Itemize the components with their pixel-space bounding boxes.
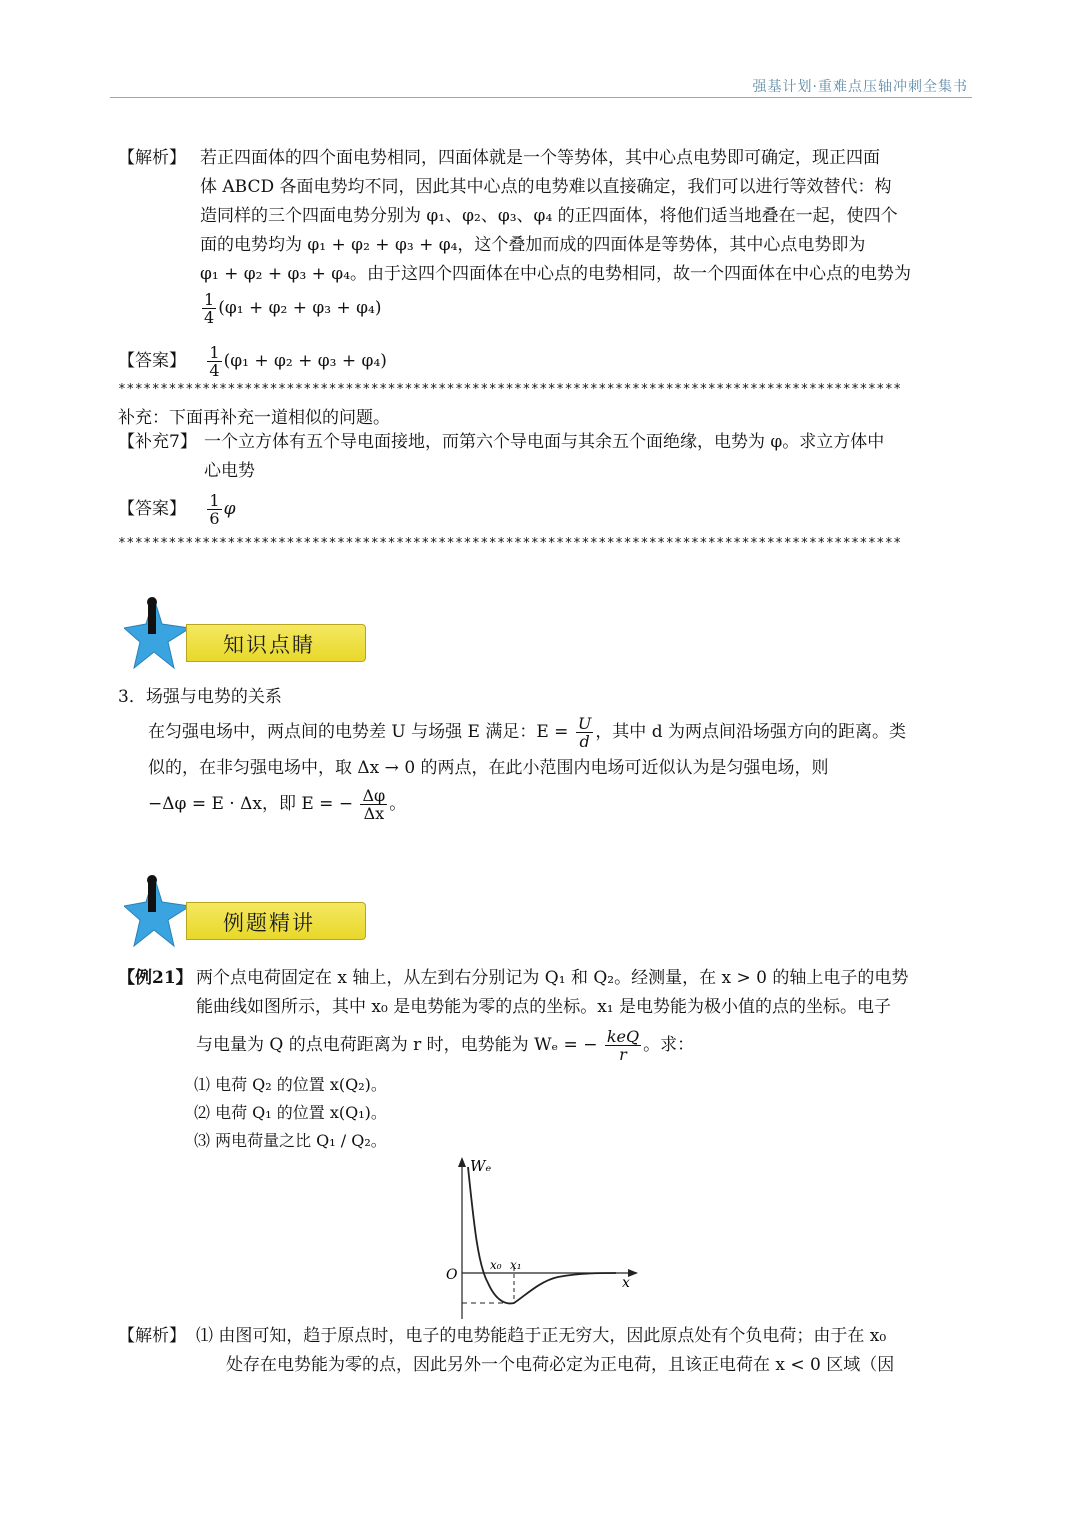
analysis-1-line: 面的电势均为 φ₁ + φ₂ + φ₃ + φ₄，这个叠加而成的四面体是等势体，其中心点电势即为 bbox=[200, 235, 866, 255]
supplement-body bbox=[204, 428, 966, 486]
question-3: ⑶ 两电荷量之比 Q₁ / Q₂。 bbox=[194, 1131, 387, 1150]
header-rule bbox=[110, 97, 972, 98]
answer-2-tag: 【答案】 bbox=[118, 499, 186, 519]
y-axis-arrow bbox=[458, 1157, 466, 1167]
star-divider: ********************************************************************************************* bbox=[118, 382, 902, 397]
example-body: 两个点电荷固定在 x 轴上，从左到右分别记为 Q₁ 和 Q₂。经测量，在 x > 0 的轴上电子的电势 能曲线如图所示，其中 x₀ 是电势能为零的点的坐标。x₁ 是电势能为极小值的点的坐标。电子 与电量为 Q 的点电荷距离为 r 时，电势能为 Wₑ = − $\frac{\text{keQ}}{r}$ 。求： bbox=[196, 968, 909, 1064]
potential-energy-graph bbox=[440, 1155, 640, 1323]
fraction: $\frac{\text{keQ}}{r}$ bbox=[606, 1027, 640, 1064]
analysis-2-tag: 【解析】 bbox=[118, 1326, 186, 1346]
analysis-2-body: ⑴ 由图可知，趋于原点时，电子的电势能趋于正无穷大，因此原点处有个负电荷；由于在 x₀ 处存在电势能为零的点，因此另外一个电荷必定为正电荷，且该正电荷在 x < 0 区域（因 bbox=[196, 1326, 895, 1375]
analysis-1-body bbox=[200, 144, 962, 326]
analysis-1-line: φ₁ + φ₂ + φ₃ + φ₄。由于这四个四面体在中心点的电势相同，故一个四面体在中心点的电势为 bbox=[200, 264, 912, 284]
origin-label: O bbox=[446, 1267, 458, 1283]
analysis-1-line: 体 ABCD 各面电势均不同，因此其中心点的电势难以直接确定，我们可以进行等效替代：构 bbox=[200, 177, 892, 197]
analysis-1-result: $\frac{1}{4}$ (φ₁ + φ₂ + φ₃ + φ₄) bbox=[204, 290, 382, 327]
question-1: ⑴ 电荷 Q₂ 的位置 x(Q₂)。 bbox=[194, 1075, 387, 1094]
supplement-line: 心电势 bbox=[204, 461, 255, 481]
section-title: 3．场强与电势的关系 bbox=[118, 687, 282, 707]
analysis-1-line: 造同样的三个四面电势分别为 φ₁、φ₂、φ₃、φ₄ 的正四面体，将他们适当地叠在一起，使四个 bbox=[200, 206, 898, 226]
fraction: $\frac{U}{d}$ bbox=[577, 714, 592, 751]
y-axis-label: Wₑ bbox=[470, 1157, 492, 1175]
energy-curve bbox=[468, 1167, 616, 1303]
header-title: 强基计划·重难点压轴冲刺全集书 bbox=[752, 79, 968, 95]
section-paragraph: 在匀强电场中，两点间的电势差 U 与场强 E 满足：E = $\frac{U}{d}$ ，其中 d 为两点间沿场强方向的距离。类 似的，在非匀强电场中，取 Δx → 0 的两点，在此小范围内电场可近似认为是匀强电场，则 −Δφ = E · Δx，即 E = − $\frac{\Delta\varphi}{\Delta x}$ 。 bbox=[148, 714, 907, 823]
answer-1 bbox=[118, 344, 387, 379]
fraction: $\frac{1}{4}$ bbox=[204, 290, 215, 327]
section-banner bbox=[124, 594, 374, 672]
answer-2 bbox=[118, 492, 236, 527]
star-divider: ********************************************************************************************* bbox=[118, 536, 902, 551]
banner-label: 例题精讲 bbox=[223, 911, 315, 935]
banner-label: 知识点睛 bbox=[223, 633, 315, 657]
section-banner bbox=[124, 872, 374, 950]
x0-label: x₀ bbox=[490, 1258, 502, 1272]
x-axis-label: x bbox=[622, 1275, 630, 1291]
analysis-1-line: 若正四面体的四个面电势相同，四面体就是一个等势体，其中心点电势即可确定，现正四面 bbox=[200, 148, 880, 168]
question-2: ⑵ 电荷 Q₁ 的位置 x(Q₁)。 bbox=[194, 1103, 387, 1122]
supplement-tag: 【补充7】 bbox=[118, 432, 197, 452]
answer-1-tag: 【答案】 bbox=[118, 351, 186, 371]
answer-2-expr: φ bbox=[223, 499, 236, 519]
supplement-intro: 补充：下面再补充一道相似的问题。 bbox=[118, 408, 390, 428]
supplement-line: 一个立方体有五个导电面接地，而第六个导电面与其余五个面绝缘，电势为 φ。求立方体中 bbox=[204, 432, 885, 452]
example-tag: 【例21】 bbox=[118, 968, 193, 988]
fraction: $\frac{1}{6}$ bbox=[209, 491, 220, 528]
fraction: $\frac{1}{4}$ bbox=[209, 343, 220, 380]
x1-label: x₁ bbox=[510, 1258, 522, 1272]
analysis-1-tag: 【解析】 bbox=[118, 148, 186, 168]
fraction: $\frac{\Delta\varphi}{\Delta x}$ bbox=[362, 786, 386, 823]
answer-1-expr: (φ₁ + φ₂ + φ₃ + φ₄) bbox=[223, 351, 387, 371]
